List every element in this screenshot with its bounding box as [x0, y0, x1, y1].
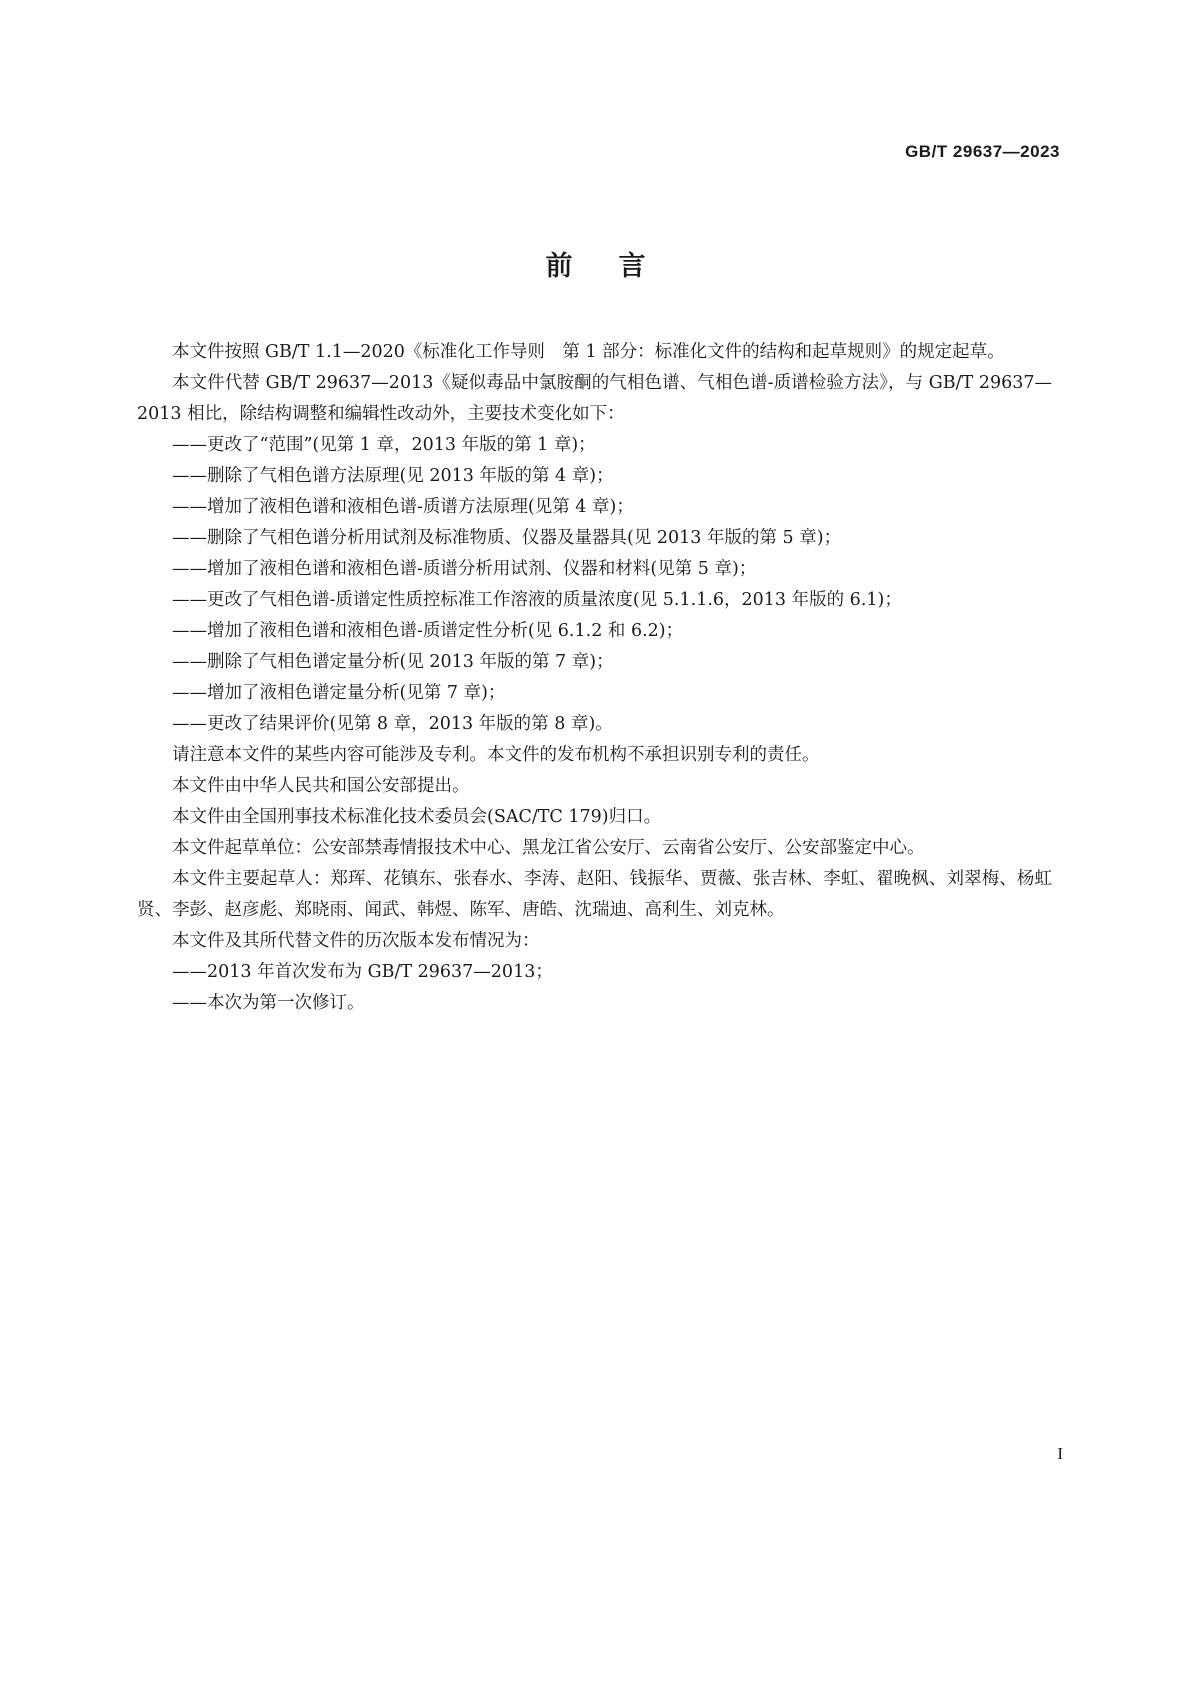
paragraph: 本文件由中华人民共和国公安部提出。: [172, 776, 470, 796]
standard-code: GB/T 29637—2023: [905, 142, 1060, 161]
paragraph: 本文件主要起草人：郑珲、花镇东、张春水、李涛、赵阳、钱振华、贾薇、张吉林、李虹、翟晚枫、刘翠梅、杨虹贤、李彭、赵彦彪、郑晓雨、闻武、韩煜、陈军、唐皓、沈瑞迪、高利生、刘克林。: [137, 869, 1052, 920]
paragraph: 本文件及其所代替文件的历次版本发布情况为：: [172, 931, 540, 951]
change-item: ——更改了气相色谱-质谱定性质控标准工作溶液的质量浓度(见 5.1.1.6，2013 年版的 6.1)；: [172, 590, 902, 610]
change-item: ——删除了气相色谱定量分析(见 2013 年版的第 7 章)；: [172, 652, 614, 672]
version-item: ——2013 年首次发布为 GB/T 29637—2013；: [172, 962, 553, 982]
paragraph: 本文件代替 GB/T 29637—2013《疑似毒品中氯胺酮的气相色谱、气相色谱-质谱检验方法》，与 GB/T 29637—2013 相比，除结构调整和编辑性改动外，主要技术变化如下：: [137, 373, 1052, 424]
paragraph: 请注意本文件的某些内容可能涉及专利。本文件的发布机构不承担识别专利的责任。: [172, 745, 820, 765]
change-item: ——更改了结果评价(见第 8 章，2013 年版的第 8 章)。: [172, 714, 613, 734]
page-title: 前言: [545, 251, 692, 282]
change-item: ——增加了液相色谱和液相色谱-质谱方法原理(见第 4 章)；: [172, 497, 634, 517]
version-item: ——本次为第一次修订。: [172, 993, 365, 1013]
change-item: ——增加了液相色谱和液相色谱-质谱分析用试剂、仪器和材料(见第 5 章)；: [172, 559, 757, 579]
paragraph: 本文件由全国刑事技术标准化技术委员会(SAC/TC 179)归口。: [172, 807, 662, 827]
page-number: I: [1057, 1444, 1063, 1463]
paragraph: 本文件起草单位：公安部禁毒情报技术中心、黑龙江省公安厅、云南省公安厅、公安部鉴定中心。: [172, 838, 925, 858]
foreword-body: [137, 337, 1052, 1019]
paragraph: 本文件按照 GB/T 1.1—2020《标准化工作导则 第 1 部分：标准化文件的结构和起草规则》的规定起草。: [172, 342, 1005, 362]
change-item: ——增加了液相色谱和液相色谱-质谱定性分析(见 6.1.2 和 6.2)；: [172, 621, 684, 641]
change-item: ——删除了气相色谱分析用试剂及标准物质、仪器及量器具(见 2013 年版的第 5 章)；: [172, 528, 842, 548]
change-item: ——更改了“范围”(见第 1 章，2013 年版的第 1 章)；: [172, 435, 596, 455]
change-item: ——增加了液相色谱定量分析(见第 7 章)；: [172, 683, 506, 703]
change-item: ——删除了气相色谱方法原理(见 2013 年版的第 4 章)；: [172, 466, 614, 486]
